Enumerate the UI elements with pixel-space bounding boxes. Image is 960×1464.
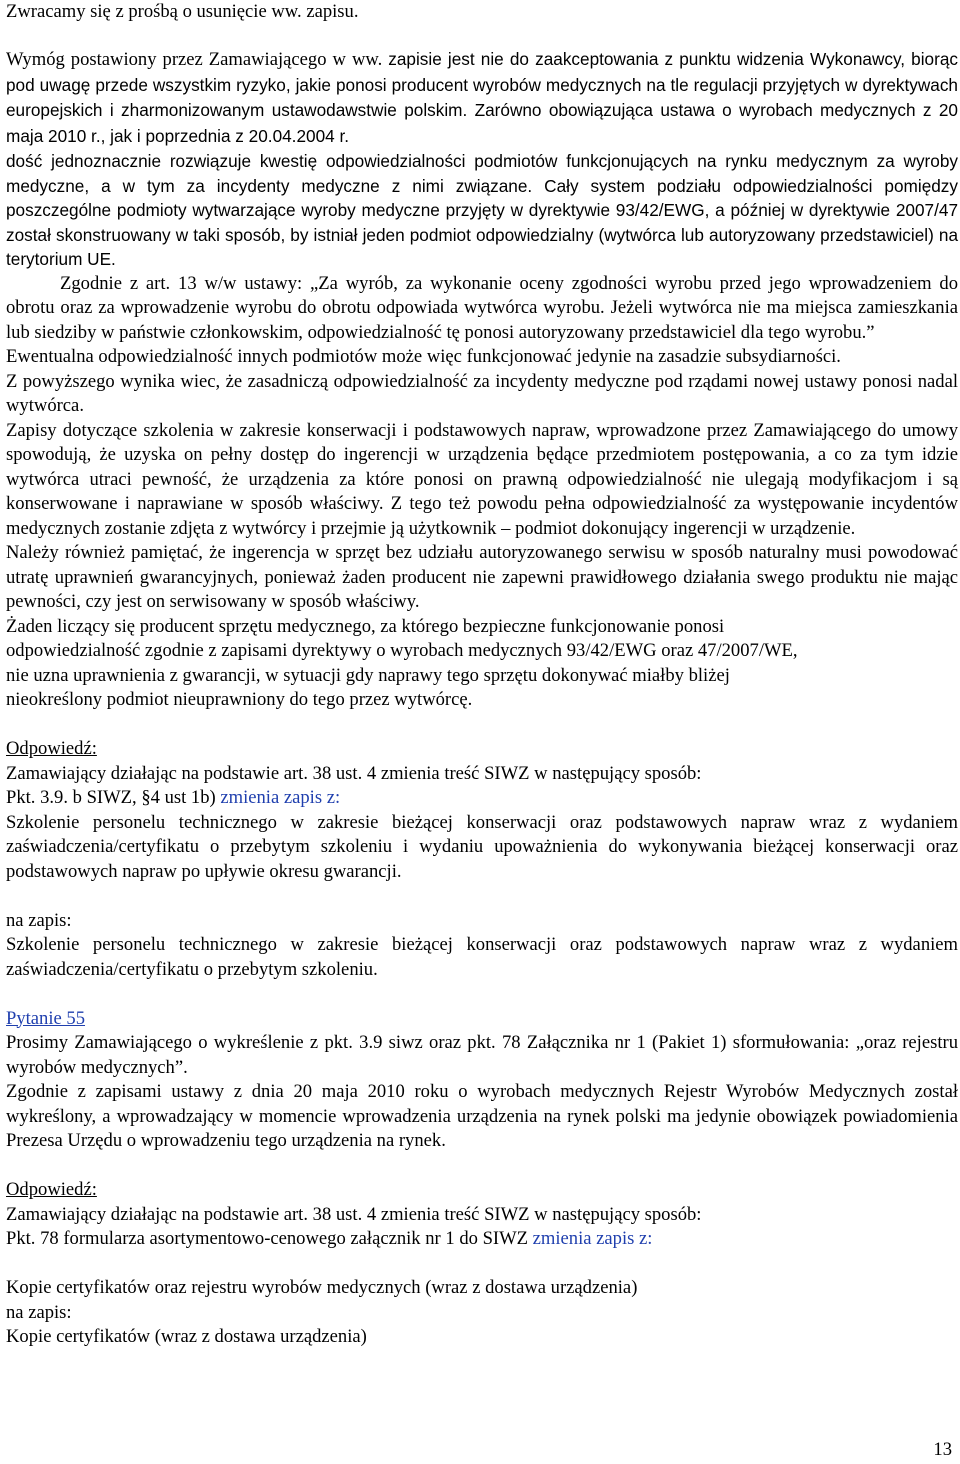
answer-new-text: Kopie certyfikatów (wraz z dostawa urządzenia) <box>6 1326 367 1347</box>
document-page <box>6 0 958 1350</box>
spacer <box>6 25 958 50</box>
answer-point-ref: Pkt. 3.9. b SIWZ, §4 ust 1b) <box>6 787 216 808</box>
manufacturer-line: odpowiedzialność zgodnie z zapisami dyrektywy o wyrobach medycznych 93/42/EWG oraz 47/2007/WE, <box>6 640 798 661</box>
paragraph-request: Zwracamy się z prośbą o usunięcie ww. zapisu. <box>6 1 359 22</box>
spacer <box>6 982 958 1007</box>
requirement-sans-text: zapisie jest nie do zaakceptowania z punktu widzenia Wykonawcy, biorąc pod uwagę przede wszystkim ryzyko, jakie ponosi producent wyrobów medycznych na tle regulacji przyjętych w dyrektywach europejskich i zharmonizowanym ustawodawstwie polskim. Zarówno obowiązująca ustawa o wyrobach medycznych z 20 maja 2010 r., jak i poprzednia z 20.04.2004 r. <box>6 49 958 146</box>
paragraph-conclusion: Z powyższego wynika wiec, że zasadniczą odpowiedzialność za incydenty medyczne pod rządami nowej ustawy ponosi nadal wytwórca. <box>6 370 958 416</box>
answer-heading: Odpowiedź: <box>6 738 97 759</box>
paragraph-training: Zapisy dotyczące szkolenia w zakresie konserwacji i podstawowych napraw, wprowadzone przez Zamawiającego do umowy spowodują, że uzyska on pełny dostęp do ingerencji w urządzenia będące przedmiotem postępowania, a co za tym idzie wytwórca utraci pewność, że urządzenia za które ponosi on prawną odpowiedzialność nie ulegają modyfikacjom i są konserwowane i naprawiane w sposób właściwy. Z tego też powodu pełna odpowiedzialność za występowanie incydentów medycznych zostanie zdjęta z wytwórcy i przejmie ją użytkownik – podmiot dokonujący ingerencji w urządzenie. <box>6 419 958 539</box>
answer-heading: Odpowiedź: <box>6 1179 97 1200</box>
paragraph-responsibility: dość jednoznacznie rozwiązuje kwestię odpowiedzialności podmiotów funkcjonujących na rynku medycznym za wyroby medyczne, a w tym za incydenty medyczne z nimi związane. Cały system podziału odpowiedzialności pomiędzy poszczególne podmioty wytwarzające wyroby medyczne przyjęty w dyrektywie 93/42/EWG, a później w dyrektywie 2007/47 został skonstruowany w taki sposób, by istniał jeden podmiot odpowiedzialny (wytwórca lub autoryzowany przedstawiciel) na terytorium UE. <box>6 151 958 269</box>
answer-old-text: Kopie certyfikatów oraz rejestru wyrobów medycznych (wraz z dostawa urządzenia) <box>6 1277 638 1298</box>
question-justification: Zgodnie z zapisami ustawy z dnia 20 maja 2010 roku o wyrobach medycznych Rejestr Wyrobów Medycznych został wykreślony, a wprowadzający w momencie wprowadzenia urządzenia na rynek polski ma jedynie obowiązek powiadomienia Prezesa Urzędu o wprowadzeniu tego urządzenia na rynek. <box>6 1081 958 1151</box>
page-number: 13 <box>933 1438 952 1460</box>
answer-new-text: Szkolenie personelu technicznego w zakresie bieżącej konserwacji oraz podstawowych napraw wraz z wydaniem zaświadczenia/certyfikatu o przebytym szkoleniu. <box>6 934 958 980</box>
paragraph-manufacturer <box>6 615 958 713</box>
manufacturer-line: Żaden liczący się producent sprzętu medycznego, za którego bezpieczne funkcjonowanie ponosi <box>6 615 725 637</box>
answer-old-text: Szkolenie personelu technicznego w zakresie bieżącej konserwacji oraz podstawowych napraw wraz z wydaniem zaświadczenia/certyfikatu o przebytym szkoleniu i wydaniu upoważnienia do wykonywania bieżącej konserwacji oraz podstawowych napraw po upływie okresu gwarancji. <box>6 811 958 882</box>
paragraph-warranty: Należy również pamiętać, że ingerencja w sprzęt bez udziału autoryzowanego serwisu w sposób naturalny musi powodować utratę uprawnień gwarancyjnych, ponieważ żaden producent nie zapewni prawidłowego działania swego produktu nie mając pewności, czy jest on serwisowany w sposób właściwy. <box>6 542 958 612</box>
question-title-row <box>6 1007 958 1032</box>
answer-change-label: zmienia zapis z: <box>532 1228 653 1249</box>
spacer <box>6 713 958 738</box>
answer-intro: Zamawiający działając na podstawie art. 38 ust. 4 zmienia treść SIWZ w następujący sposób: <box>6 1203 702 1225</box>
answer-change-label: zmienia zapis z: <box>220 787 341 808</box>
answer-new-label: na zapis: <box>6 909 72 931</box>
paragraph-art13: Zgodnie z art. 13 w/w ustawy: „Za wyrób, za wykonanie oceny zgodności wyrobu przed jego wprowadzeniem do obrotu oraz za wprowadzenie wyrobu do obrotu odpowiada wytwórca wyrobu. Jeżeli wytwórca nie ma miejsca zamieszkania lub siedziby w państwie członkowskim, odpowiedzialność tę ponosi autoryzowany przedstawiciel dla tego wyrobu.” <box>6 272 958 343</box>
spacer <box>6 884 958 909</box>
answer-point <box>6 1227 958 1252</box>
paragraph-requirement <box>6 47 958 149</box>
requirement-serif-text: Wymóg postawiony przez Zamawiającego w ww. <box>6 49 383 70</box>
spacer <box>6 1154 958 1179</box>
manufacturer-line: nieokreślony podmiot nieuprawniony do tego przez wytwórcę. <box>6 689 473 710</box>
spacer <box>6 1252 958 1277</box>
answer-point <box>6 786 958 811</box>
manufacturer-line: nie uzna uprawnienia z gwarancji, w sytuacji gdy naprawy tego sprzętu dokonywać miałby bliżej <box>6 664 730 686</box>
answer-new-label: na zapis: <box>6 1301 72 1323</box>
question-55-link[interactable]: Pytanie 55 <box>6 1007 86 1029</box>
answer-point-ref: Pkt. 78 formularza asortymentowo-cenowego załącznik nr 1 do SIWZ <box>6 1228 529 1249</box>
question-text: Prosimy Zamawiającego o wykreślenie z pkt. 3.9 siwz oraz pkt. 78 Załącznika nr 1 (Pakiet 1) sformułowania: „oraz rejestru wyrobów medycznych”. <box>6 1032 958 1078</box>
paragraph-subsidiarity: Ewentualna odpowiedzialność innych podmiotów może więc funkcjonować jedynie na zasadzie subsydiarności. <box>6 346 841 367</box>
answer-intro: Zamawiający działając na podstawie art. 38 ust. 4 zmienia treść SIWZ w następujący sposób: <box>6 762 702 784</box>
